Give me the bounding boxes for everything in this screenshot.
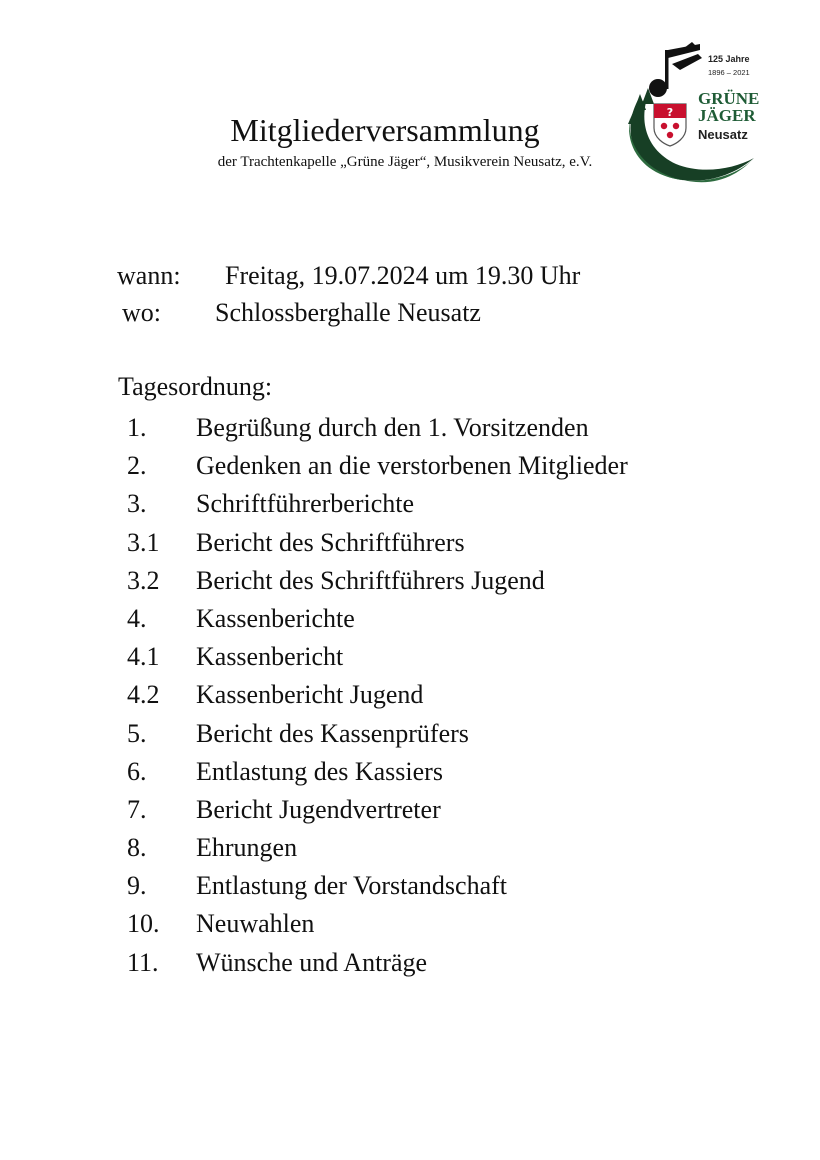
agenda-item-number: 4.1 [127,642,160,672]
logo-years-range: 1896 – 2021 [708,68,750,77]
event-where-value: Schlossberghalle Neusatz [215,298,481,327]
logo-years-label: 125 Jahre [708,54,750,64]
agenda-item-number: 3.2 [127,565,160,595]
agenda-item-number: 10. [127,909,160,939]
page-subtitle: der Trachtenkapelle „Grüne Jäger“, Musikverein Neusatz, e.V. [217,154,593,170]
agenda-item-text: Kassenbericht [196,642,344,672]
agenda-item-text: Gedenken an die verstorbenen Mitglieder [196,451,628,481]
agenda-item-number: 3.1 [127,527,160,557]
agenda-item-number: 4. [127,603,147,633]
logo-name-line3: Neusatz [698,127,748,142]
logo-name-line1: GRÜNE [698,89,760,108]
agenda-item-number: 9. [127,871,147,901]
svg-text:?: ? [666,106,674,119]
event-when-value: Freitag, 19.07.2024 um 19.30 Uhr [225,261,581,290]
agenda-item-text: Bericht des Schriftführers Jugend [196,565,545,595]
agenda-item-number: 7. [127,794,147,824]
event-when-label: wann: [117,261,181,290]
club-logo [620,38,768,188]
page-title: Mitgliederversammlung [230,112,540,148]
agenda-item-number: 2. [127,451,147,481]
agenda-item-text: Entlastung der Vorstandschaft [196,871,507,901]
agenda-item-number: 3. [127,489,147,519]
agenda-item-text: Ehrungen [196,833,298,863]
agenda-item-number: 11. [127,947,159,977]
agenda-item-text: Entlastung des Kassiers [196,756,443,786]
music-note-tree-crest-icon [620,38,768,188]
agenda-item-text: Kassenberichte [196,603,355,633]
agenda-item-number: 5. [127,718,147,748]
agenda-item-text: Bericht des Schriftführers [196,527,465,557]
agenda-item-number: 1. [127,413,147,442]
agenda-item-text: Schriftführerberichte [196,489,415,519]
agenda-item-text: Kassenbericht Jugend [196,680,424,710]
agenda-item-text: Neuwahlen [196,909,315,939]
agenda-item-number: 4.2 [127,680,160,710]
agenda-heading: Tagesordnung: [118,372,273,401]
event-where-label: wo: [122,298,161,327]
agenda-item-text: Bericht des Kassenprüfers [196,718,469,748]
agenda-item-number: 8. [127,833,147,863]
logo-name-line2: JÄGER [698,106,756,125]
agenda-item-text: Wünsche und Anträge [196,947,428,977]
agenda-item-text: Begrüßung durch den 1. Vorsitzenden [196,413,589,442]
agenda-item-number: 6. [127,756,147,786]
agenda-item-text: Bericht Jugendvertreter [196,794,441,824]
